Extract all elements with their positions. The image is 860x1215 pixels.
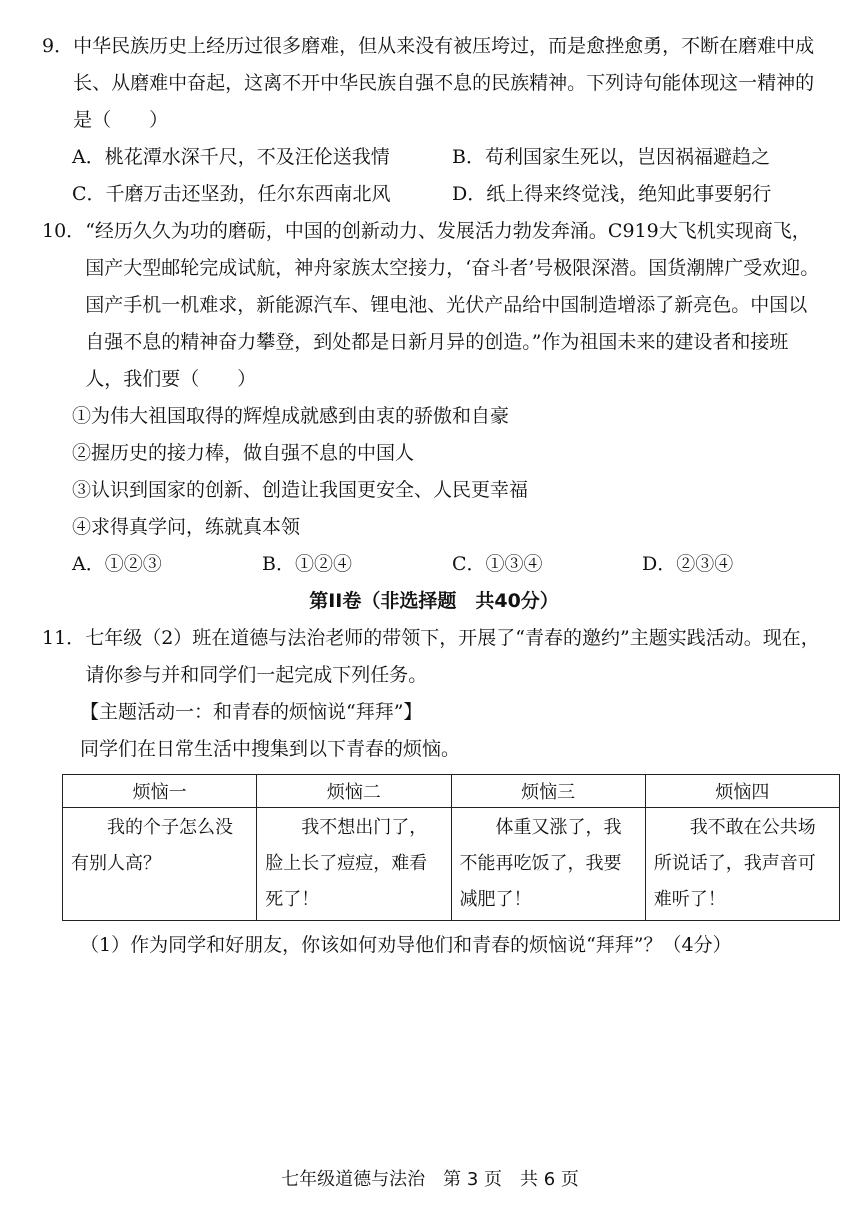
table-row [63,808,840,921]
question-10-stem [42,213,826,398]
option-c: C．①③④ [452,553,543,575]
option-b: B．苟利国家生死以，岂因祸福避趋之 [452,146,770,168]
sub-question-1: （1）作为同学和好朋友，你该如何劝导他们和青春的烦恼说“拜拜”？（4分） [80,934,732,956]
table-header: 烦恼一 [63,775,257,808]
question-9-stem [42,28,826,139]
question-number: 10． [42,220,86,242]
question-text: 中华民族历史上经历过很多磨难，但从来没有被压垮过，而是愈挫愈勇，不断在磨难中成长、从磨难中奋起，这离不开中华民族自强不息的民族精神。下列诗句能体现这一精神的是（ ） [73,35,815,131]
option-d: D．②③④ [642,553,734,575]
table-header: 烦恼二 [257,775,451,808]
table-cell: 我的个子怎么没有别人高？ [63,808,257,921]
question-9 [42,28,826,213]
question-10-options [42,546,826,583]
option-a: A．桃花潭水深千尺，不及汪伦送我情 [72,146,390,168]
statement-2: ②握历史的接力棒，做自强不息的中国人 [72,442,415,464]
table-header-row [63,775,840,808]
question-text: 七年级（2）班在道德与法治老师的带领下，开展了“青春的邀约”主题实践活动。现在，请你参与并和同学们一起完成下列任务。 [85,627,820,686]
table-cell: 体重又涨了，我不能再吃饭了，我要减肥了！ [451,808,645,921]
question-number: 9． [42,35,74,57]
activity-title: 【主题活动一：和青春的烦恼说“拜拜”】 [80,701,423,723]
option-c: C．千磨万击还坚劲，任尔东西南北风 [72,183,391,205]
question-11-stem [42,620,826,694]
statement-1: ①为伟大祖国取得的辉煌成就感到由衷的骄傲和自豪 [72,405,510,427]
statement-4: ④求得真学问，练就真本领 [72,516,301,538]
section-title: 第II卷（非选择题 共40分） [309,590,559,612]
question-number: 11． [42,627,86,649]
option-b: B．①②④ [262,553,352,575]
statement-3: ③认识到国家的创新、创造让我国更安全、人民更幸福 [72,479,529,501]
table-cell: 我不敢在公共场所说话了，我声音可难听了！ [645,808,839,921]
question-11 [42,620,826,964]
page-footer: 七年级道德与法治 第 3 页 共 6 页 [281,1169,579,1190]
option-a: A．①②③ [72,553,162,575]
table-cell: 我不想出门了，脸上长了痘痘，难看死了！ [257,808,451,921]
table-header: 烦恼三 [451,775,645,808]
activity-intro: 同学们在日常生活中搜集到以下青春的烦恼。 [80,738,461,760]
table-header: 烦恼四 [645,775,839,808]
question-10 [42,213,826,583]
worries-table [62,774,840,921]
question-9-options [42,139,826,213]
question-text: “经历久久为功的磨砺，中国的创新动力、发展活力勃发奔涌。C919大飞机实现商飞，国产大型邮轮完成试航，神舟家族太空接力，‘奋斗者’号极限深潜。国货潮牌广受欢迎。国产手机一机难求，新能源汽车、锂电池、光伏产品给中国制造增添了新亮色。中国以自强不息的精神奋力攀登，到处都是日新月异的创造。”作为祖国未来的建设者和接班人，我们要（ ） [85,220,820,390]
option-d: D．纸上得来终觉浅，绝知此事要躬行 [452,183,772,205]
